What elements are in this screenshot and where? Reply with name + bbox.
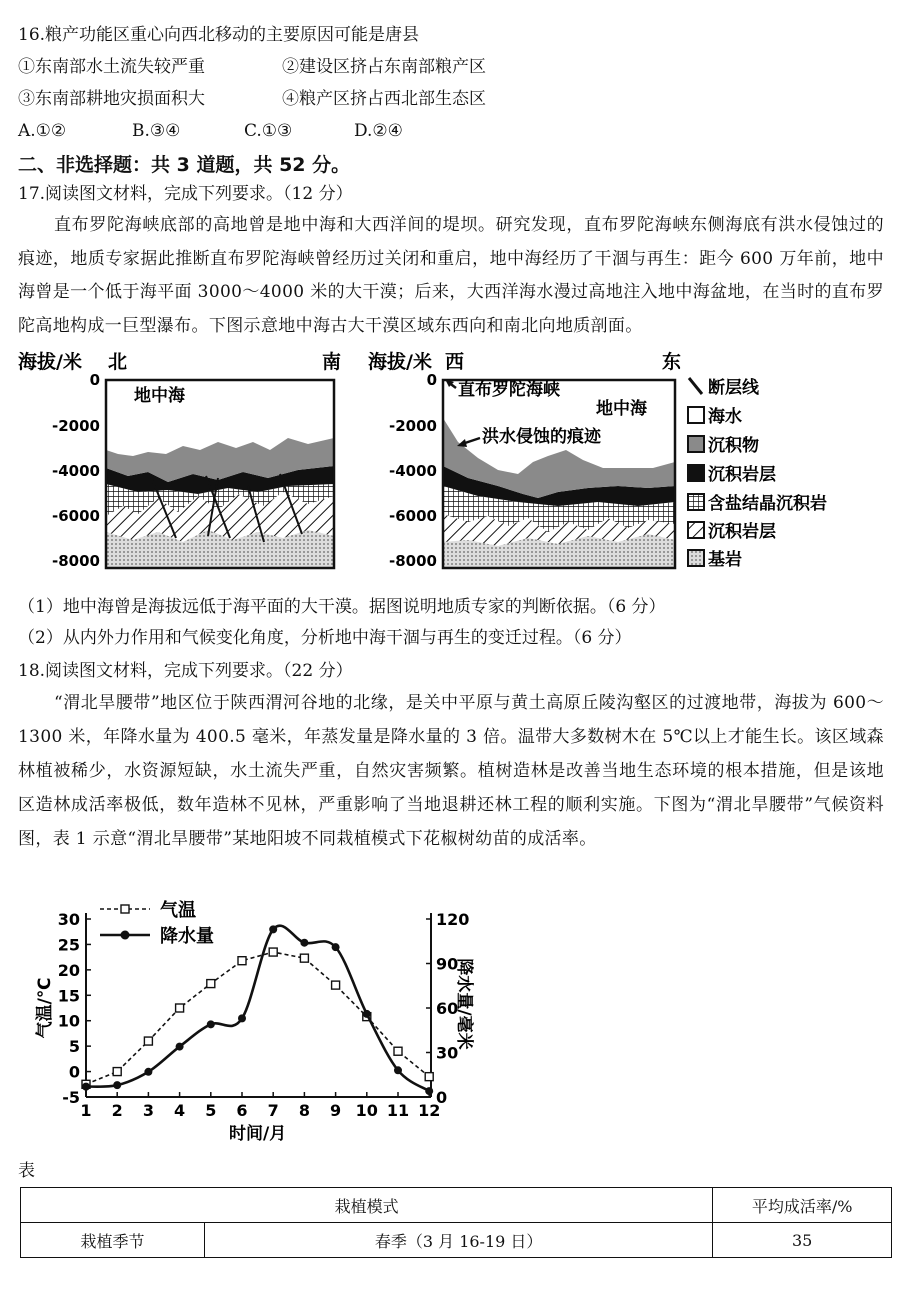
legend-precipitation-marker [121, 931, 130, 940]
svg-text:沉积岩层: 沉积岩层 [708, 522, 776, 542]
legend-fault-line [689, 377, 760, 398]
temperature-point-8 [300, 954, 308, 962]
legend-lower-sediment-layer [688, 521, 776, 542]
x-tick-label: 8 [298, 1101, 310, 1120]
left-tick-6000: -6000 [52, 507, 100, 525]
left-tick-0: 0 [89, 371, 100, 389]
x-tick-label: 3 [142, 1101, 154, 1120]
legend-temperature-label: 气温 [160, 900, 196, 921]
right-tick-4000: -4000 [389, 462, 437, 480]
temperature-point-12 [425, 1073, 433, 1081]
svg-text:基岩: 基岩 [708, 550, 742, 570]
x-tick-label: 11 [386, 1101, 410, 1120]
precipitation-point-12 [425, 1087, 433, 1095]
right-sea-label: 地中海 [596, 399, 647, 419]
svg-text:沉积岩层: 沉积岩层 [708, 465, 776, 485]
table-caption: 表 [18, 1161, 35, 1181]
q16-option-c: C.①③ [244, 121, 293, 141]
q17-sub-question-1: （1）地中海曾是海拔远低于海平面的大干漠。据图说明地质专家的判断依据。（6 分） [18, 597, 666, 617]
x-tick-label: 4 [174, 1101, 186, 1120]
legend-salt-rock [688, 493, 827, 514]
temperature-point-9 [332, 981, 340, 989]
right-tick-0: 0 [426, 371, 437, 389]
geologic-profile-figure [18, 346, 884, 584]
left-tick-4000: -4000 [52, 462, 100, 480]
precipitation-point-7 [269, 925, 277, 933]
precipitation-point-8 [300, 939, 308, 947]
left-tick-label: 5 [68, 1037, 80, 1057]
q18-material-text: “渭北旱腰带”地区位于陕西渭河谷地的北缘，是关中平原与黄土高原丘陵沟壑区的过渡地带，海拔为 600～1300 米，年降水量为 400.5 毫米，年蒸发量是降水量的 3 倍。温带大多数树木在 5℃以上才能生长。该区域森林植被稀少，水资源短缺，水土流失严重，自然灾害频繁。植树造林是改善当地生态环境的根本措施，但是该地区造林成活率极低，数年造林不见林，严重影响了当地退耕还林工程的顺利实施。下图为“渭北旱腰带”气候资料图，表 1 示意“渭北旱腰带”某地阳坡不同栽植模式下花椒树幼苗的成活率。 [18, 693, 884, 849]
temperature-point-7 [269, 948, 277, 956]
table-header-survival: 平均成活率/% [713, 1188, 892, 1223]
right-direction-east: 东 [662, 351, 682, 373]
precipitation-point-3 [144, 1068, 152, 1076]
figure-legend [688, 377, 827, 570]
precipitation-point-1 [82, 1083, 90, 1091]
q17-sub-question-2: （2）从内外力作用和气候变化角度，分析地中海干涸与再生的变迁过程。（6 分） [18, 628, 632, 648]
right-tick-label: 90 [436, 954, 459, 974]
x-tick-label: 1 [80, 1101, 92, 1120]
right-tick-label: 30 [436, 1043, 459, 1063]
survival-rate-table [20, 1187, 892, 1258]
q16-statement-2: ②建设区挤占东南部粮产区 [282, 57, 486, 77]
left-tick-label: 10 [57, 1011, 80, 1031]
table-cell-season: 栽植季节 [21, 1223, 205, 1258]
section-2-heading: 二、非选择题：共 3 道题，共 52 分。 [18, 154, 351, 176]
q16-option-b: B.③④ [132, 121, 181, 141]
right-direction-west: 西 [445, 351, 465, 373]
x-tick-label: 9 [330, 1101, 342, 1120]
table-header-mode: 栽植模式 [21, 1188, 713, 1223]
q16-option-a: A.①② [18, 121, 67, 141]
q16-statement-1: ①东南部水土流失较严重 [18, 57, 205, 77]
svg-text:海水: 海水 [708, 407, 742, 427]
q17-stem: 17.阅读图文材料，完成下列要求。（12 分） [18, 184, 353, 204]
temperature-point-11 [394, 1047, 402, 1055]
q16-option-d: D.②④ [354, 121, 403, 141]
precipitation-line [86, 926, 429, 1091]
left-direction-north: 北 [108, 351, 128, 373]
left-tick-label: 30 [57, 910, 80, 929]
x-tick-label: 5 [205, 1101, 217, 1120]
precipitation-point-4 [176, 1043, 184, 1051]
left-sea-label: 地中海 [134, 386, 185, 406]
legend-seawater [688, 406, 742, 427]
table-cell-rate: 35 [713, 1223, 892, 1258]
right-tick-label: 120 [436, 910, 470, 929]
legend-sediment-rock [688, 464, 776, 485]
legend-sediment [688, 435, 759, 456]
precipitation-point-10 [363, 1010, 371, 1018]
precipitation-point-6 [238, 1014, 246, 1022]
left-tick-label: 25 [57, 935, 80, 955]
q18-material [18, 686, 884, 856]
svg-text:沉积物: 沉积物 [708, 436, 759, 456]
temperature-point-5 [207, 980, 215, 988]
temperature-point-4 [176, 1004, 184, 1012]
q17-material-text: 直布罗陀海峡底部的高地曾是地中海和大西洋间的堤坝。研究发现，直布罗陀海峡东侧海底有洪水侵蚀过的痕迹，地质专家据此推断直布罗陀海峡曾经历过关闭和重启，地中海经历了干涸与再生：距今 600 万年前，地中海曾是一个低于海平面 3000～4000 米的大干漠；后来，大西洋海水漫过高地注入地中海盆地，在当时的直布罗陀高地构成一巨型瀑布。下图示意地中海古大干漠区域东西向和南北向地质剖面。 [18, 215, 884, 336]
precipitation-point-11 [394, 1066, 402, 1074]
left-tick-label: -5 [62, 1088, 80, 1107]
left-tick-label: 15 [57, 986, 80, 1006]
x-tick-label: 6 [236, 1101, 248, 1120]
x-tick-label: 2 [111, 1101, 123, 1120]
left-tick-2000: -2000 [52, 417, 100, 435]
x-tick-label: 12 [418, 1101, 441, 1120]
x-tick-label: 7 [267, 1101, 279, 1120]
x-tick-label: 10 [355, 1101, 378, 1120]
left-axis-label: 气温/℃ [35, 977, 55, 1039]
x-axis-label: 时间/月 [228, 1124, 287, 1144]
legend-bedrock [688, 549, 742, 570]
q16-stem: 16.粮产功能区重心向西北移动的主要原因可能是唐县 [18, 25, 420, 45]
right-tick-6000: -6000 [389, 507, 437, 525]
right-tick-label: 0 [436, 1088, 448, 1107]
right-ylabel: 海拔/米 [368, 351, 432, 373]
q16-statement-3: ③东南部耕地灾损面积大 [18, 89, 205, 109]
svg-text:含盐结晶沉积岩: 含盐结晶沉积岩 [708, 494, 827, 514]
legend-precipitation-label: 降水量 [160, 926, 214, 947]
right-tick-8000: -8000 [389, 552, 437, 570]
left-tick-8000: -8000 [52, 552, 100, 570]
precipitation-point-2 [113, 1081, 121, 1089]
left-ylabel: 海拔/米 [18, 351, 82, 373]
right-axis-label: 降水量/毫米 [454, 958, 474, 1050]
svg-text:断层线: 断层线 [708, 378, 759, 398]
precipitation-point-9 [332, 943, 340, 951]
q18-stem: 18.阅读图文材料，完成下列要求。（22 分） [18, 661, 353, 681]
left-direction-south: 南 [322, 351, 342, 373]
q16-statement-4: ④粮产区挤占西北部生态区 [282, 89, 486, 109]
legend-temperature-marker [121, 905, 129, 913]
climate-chart [30, 895, 474, 1150]
table-cell-spring: 春季（3 月 16-19 日） [205, 1223, 713, 1258]
right-tick-label: 60 [436, 999, 459, 1018]
right-tick-2000: -2000 [389, 417, 437, 435]
temperature-point-2 [113, 1068, 121, 1076]
strait-label: 直布罗陀海峡 [458, 380, 560, 400]
left-tick-label: 0 [68, 1062, 80, 1082]
q17-material [18, 209, 884, 343]
flood-trace-label: 洪水侵蚀的痕迹 [482, 427, 601, 447]
temperature-point-3 [144, 1037, 152, 1045]
temperature-point-6 [238, 957, 246, 965]
left-tick-label: 20 [57, 960, 80, 980]
precipitation-point-5 [207, 1020, 215, 1028]
